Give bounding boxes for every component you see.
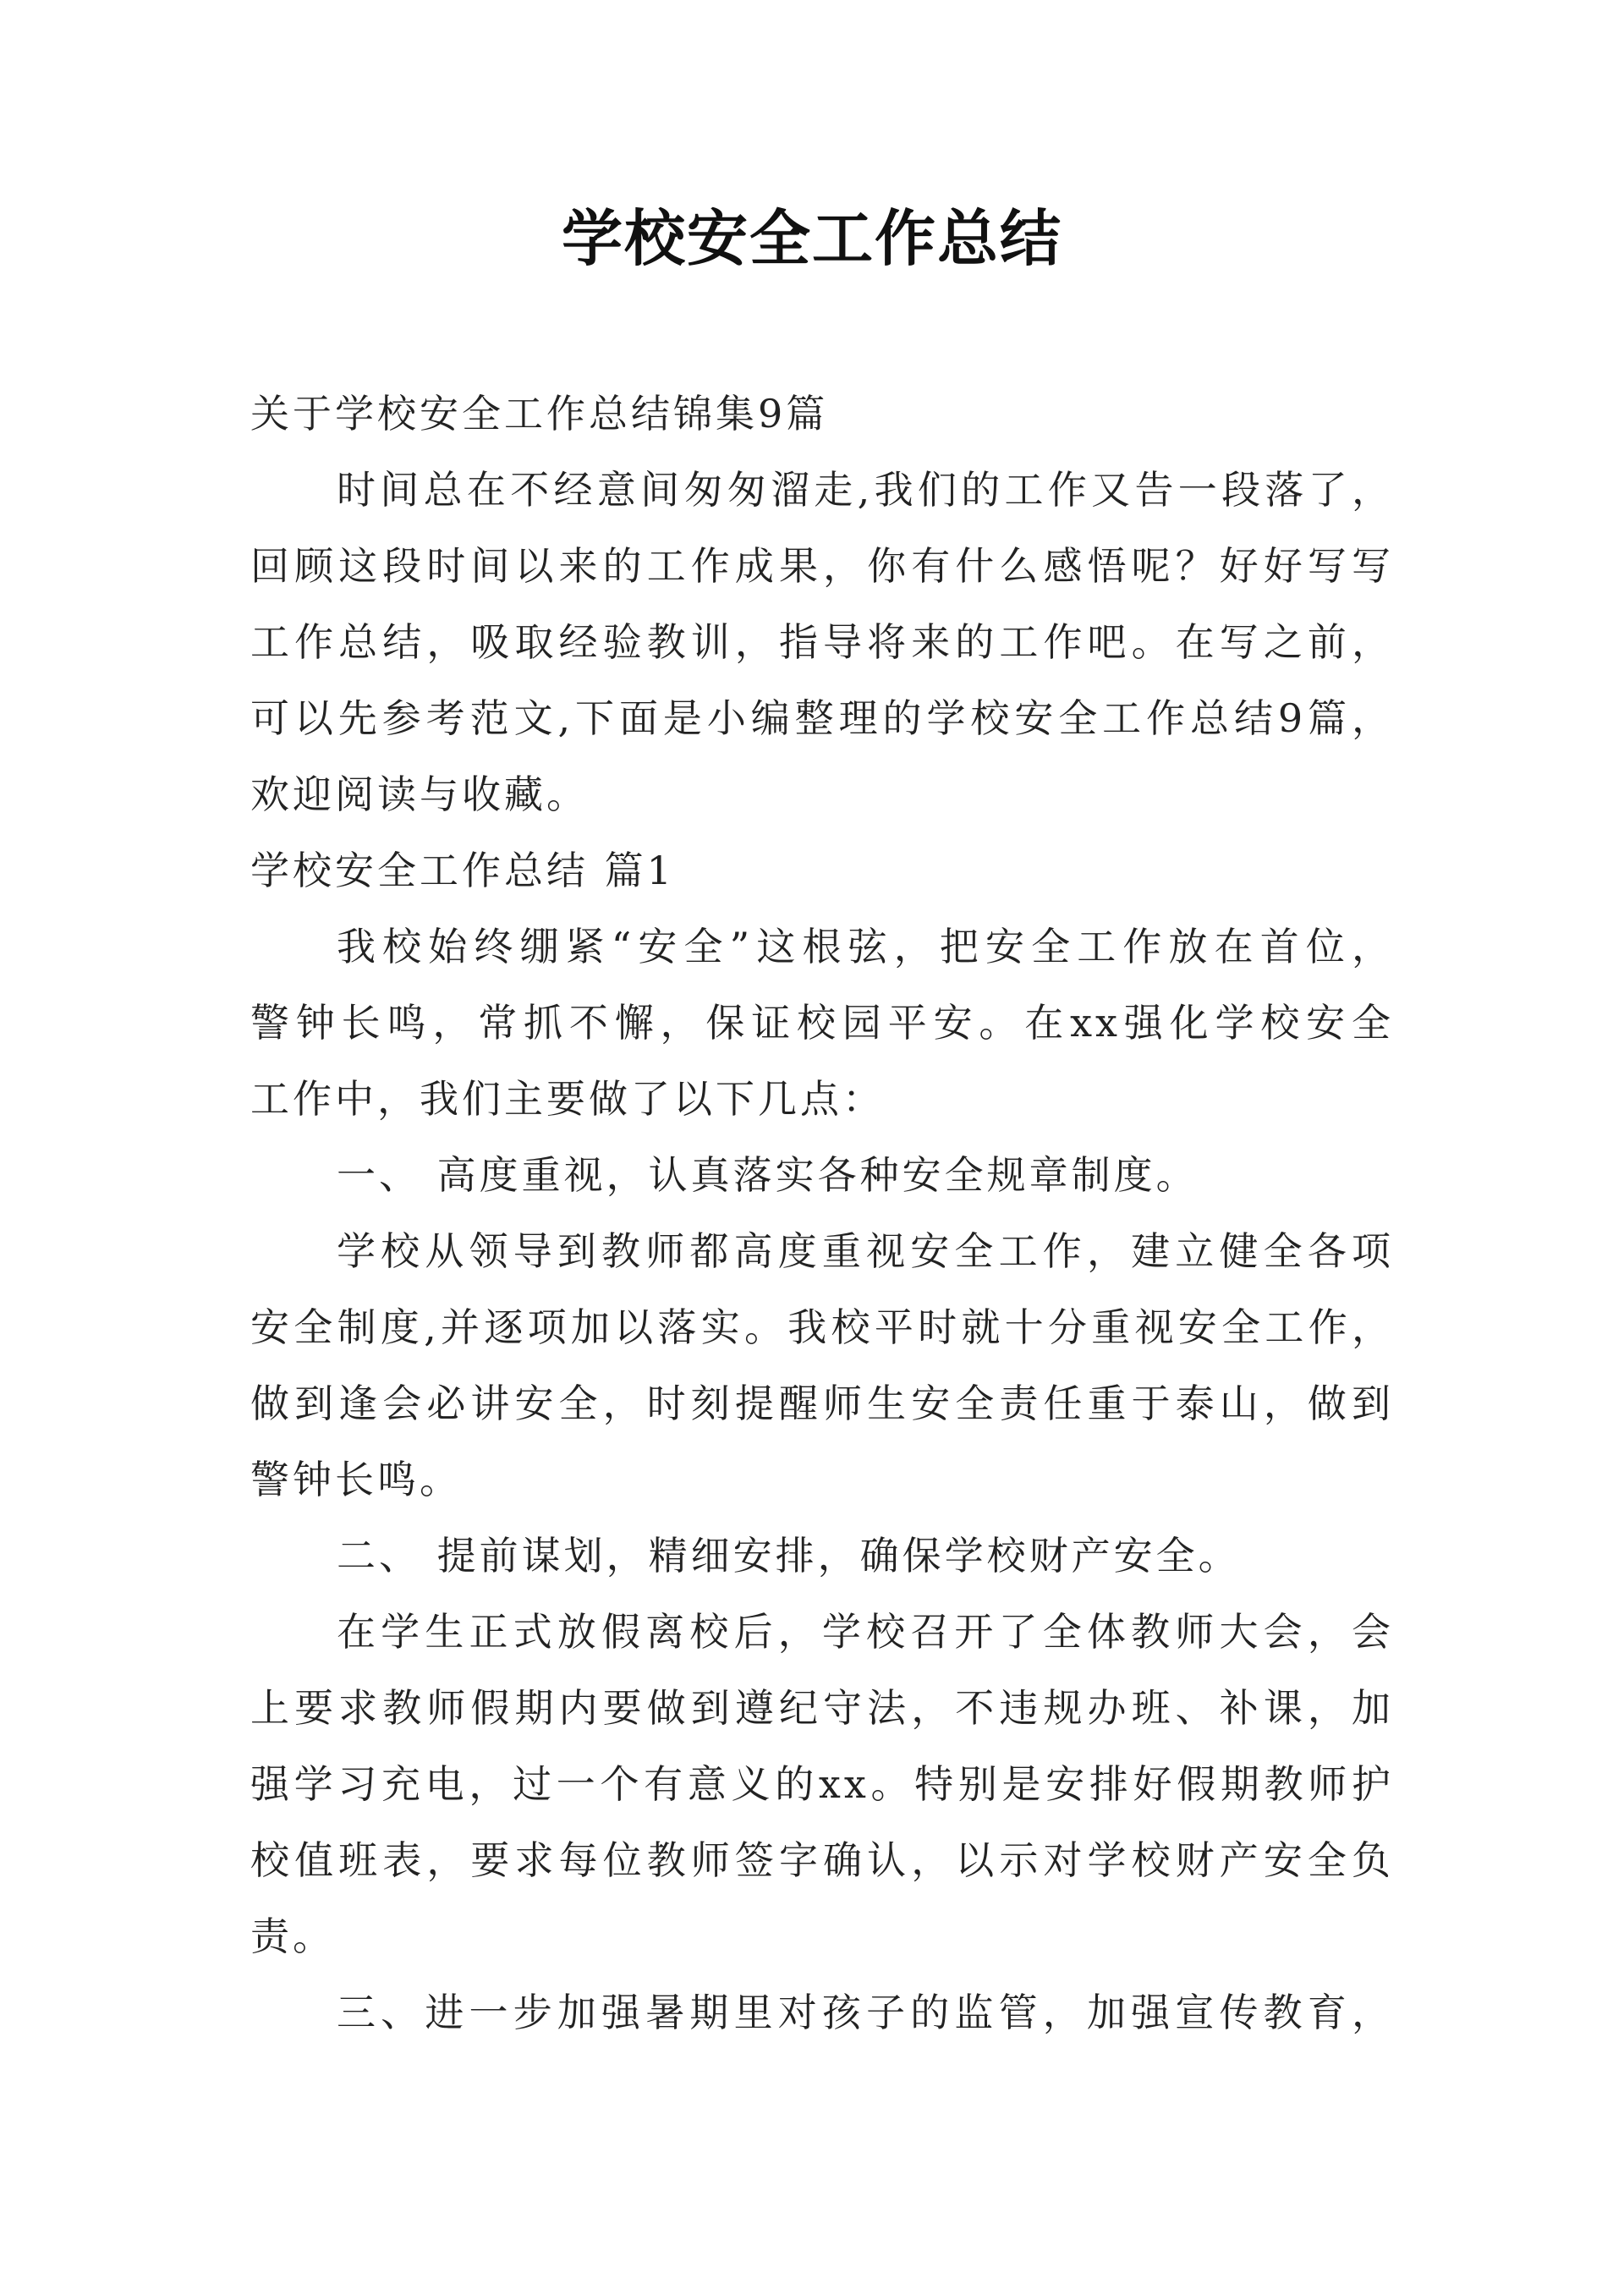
text-line-1: 关于学校安全工作总结锦集9篇 <box>250 391 829 436</box>
subheading-1: 一、 高度重视，认真落实各种安全规章制度。 <box>337 1152 1199 1198</box>
text-line-14: 做到逢会必讲安全，时刻提醒师生安全责任重于泰山，做到 <box>250 1381 1394 1426</box>
text-line-8: 我校始终绷紧“安全”这根弦，把安全工作放在首位， <box>337 924 1394 969</box>
text-line-17: 在学生正式放假离校后，学校召开了全体教师大会，会 <box>337 1609 1394 1655</box>
text-line-4: 工作总结，吸取经验教训，指导将来的工作吧。在写之前， <box>250 619 1394 665</box>
subheading-3: 三、进一步加强暑期里对孩子的监管，加强宣传教育， <box>337 1990 1394 2035</box>
text-line-9: 警钟长鸣，常抓不懈，保证校园平安。在xx强化学校安全 <box>250 1000 1394 1046</box>
text-line-2: 时间总在不经意间匆匆溜走,我们的工作又告一段落了， <box>337 467 1394 513</box>
text-line-5: 可以先参考范文,下面是小编整理的学校安全工作总结9篇， <box>250 695 1394 741</box>
text-line-13: 安全制度,并逐项加以落实。我校平时就十分重视安全工作， <box>250 1304 1394 1350</box>
document-body <box>250 376 1394 2051</box>
subheading-2: 二、 提前谋划，精细安排，确保学校财产安全。 <box>337 1533 1241 1578</box>
text-line-20: 校值班表，要求每位教师签字确认，以示对学校财产安全负 <box>250 1837 1394 1883</box>
section-heading-1: 学校安全工作总结 篇1 <box>250 848 675 893</box>
text-line-3: 回顾这段时间以来的工作成果，你有什么感悟呢？好好写写 <box>250 543 1394 589</box>
text-line-6: 欢迎阅读与收藏。 <box>250 771 589 817</box>
text-line-18: 上要求教师假期内要做到遵纪守法，不违规办班、补课，加 <box>250 1685 1394 1731</box>
text-line-12: 学校从领导到教师都高度重视安全工作，建立健全各项 <box>337 1228 1394 1274</box>
text-line-21: 责。 <box>250 1913 335 1959</box>
document-title: 学校安全工作总结 <box>561 203 1062 274</box>
text-line-15: 警钟长鸣。 <box>250 1457 462 1502</box>
text-line-10: 工作中，我们主要做了以下几点： <box>250 1076 885 1122</box>
text-line-19: 强学习充电，过一个有意义的xx。特别是安排好假期教师护 <box>250 1761 1394 1807</box>
